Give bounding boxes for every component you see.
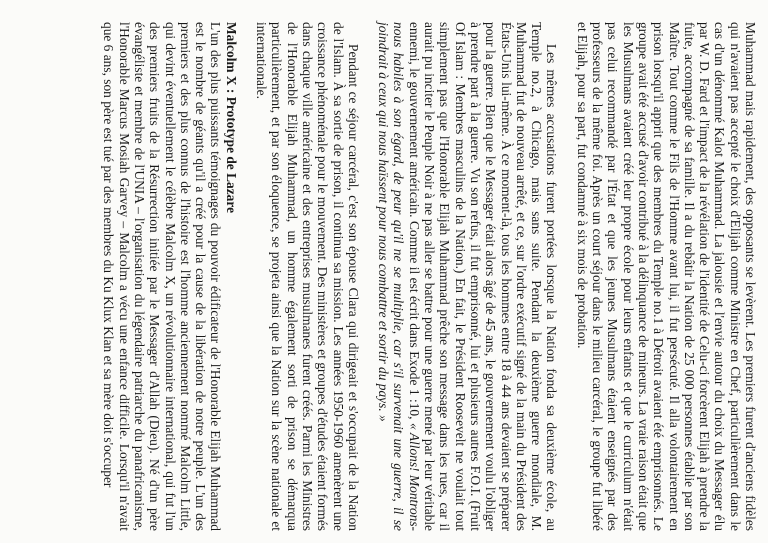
paragraph-3: Pendant ce séjour carcéral, c'est son épouse Clara qui dirigeait et s'occupait de la Nation de l'Islam. À sa sortie de prison, il continua sa mission. Les années 1950-1960 amenèrent une croissance phénoménale pour le mouvement. Des ministères et groupes d'études étaient formés dans chaque ville américaine et des entreprises musulmanes furent créés. Parmi les Ministres de l'Honorable Elijah Muhammad, un homme également sorti de prison se démarqua particulièrement, et par son éloquence, se projeta ainsi que la Nation sur la scène nationale et internationale. [254,22,361,531]
section-paragraph: L'un des plus puissants témoignages du pouvoir édificateur de l'Honorable Elijah Muhammad est le nombre de géants qu'il a créé pour la cause de la libération de notre peuple. L'un des premiers et des plus connus de l'histoire est l'homme anciennement nommé Malcolm Little, qui devint éventuellement le célèbre Malcolm X, un révolutionnaire international, qui fut l'un des premiers fruits de la Résurrection initiée par le Messager d'Allah (Dieu). Né d'un père évangéliste et membre de l'UNIA – l'organisation du légendaire patriarche du panafricanisme, l'Honorable Marcus Mosiah Garvey – Malcolm a vécu une enfance difficile. Lorsqu'il n'avait que 6 ans, son père est tué par des membres du Ku Klux Klan et sa mère doit s'occuper [101,22,224,531]
paragraph-gap [361,22,376,531]
paragraph-gap [239,22,254,531]
bible-quote: « Allons! Montrons-nous habiles à son égard, de peur qu'il ne se multiplie, car s'il survenait une guerre, il se joindrait à ceux qui nous haïssent pour nous combattre et sortir du pays. » [376,22,422,532]
section-heading: Malcolm X : Prototype de Lazare [223,22,239,214]
paragraph-1: Muhammad mais rapidement, des opposants se levèrent. Les premiers furent d'anciens fidèles qui n'avaient pas accepté le choix d'Elijah comme Ministre en Chef, particulièrement dans le cas d'un dénommé Kalot Muhammad. La jalousie et l'envie autour du choix du Messager élu par W. D. Fard et l'impact de la révélation de l'identité de Celu-ci forcèrent Elijah à prendre la fuite, accompagné de sa famille. Il a du rebâtir la Nation de 25 000 personnes établie par son Maître. Tout comme le Fils de l'Homme avant lui, il fut persécuté. Il alla volontairement en prison lorsqu'il apprit que des membres du Temple no.1 à Détroit avaient été emprisonnés. Le groupe avait été accusé d'avoir contribué à la délinquance de mineurs. La vraie raison était que les Musulmans avaient créé leur propre école pour leurs enfants et que le curriculum n'était pas celui recommandé par l'État et que les jeunes Musulmans étaient enseignés par des professeurs de la même foi. Après un court séjour dans le milieu carcéral, le groupe fut libéré et Elijah, pour sa part, fut condamné à six mois de probation. [574,22,758,531]
paragraph-gap [559,22,574,531]
paragraph-2 [376,22,560,531]
rotated-text-block [68,0,768,543]
paragraph-2-text: Les mêmes accusations furent portées lorsque la Nation fonda sa deuxième école, au Temple no.2, à Chicago, mais sans suite. Pendant la deuxième guerre mondiale, M. Muhammad fut de nouveau arrêté, et ce, sur l'ordre exécutif signé de la main du Président des États-Unis lui-même. À ce moment-là, tous les hommes entre 18 à 44 ans devaient se préparer pour la guerre. Bien que le Messager était alors âgé de 45 ans, le gouvernement voulu l'obliger à prendre part à la guerre. Vu son refus, il fut emprisonné, lui et plusieurs autres F.O.I. (Fruit Of Islam : Membres masculins de la Nation.) En fait, le Président Roosevelt ne voulait tout simplement pas que l'Honorable Elijah Muhammad prêche son message dans les rues, car il aurait pu inciter le Peuple Noir à ne pas aller se battre pour une guerre mené par leur véritable ennemi, le gouvernement américain. Comme il est écrit dans Exode 1 :10, [406,22,560,531]
